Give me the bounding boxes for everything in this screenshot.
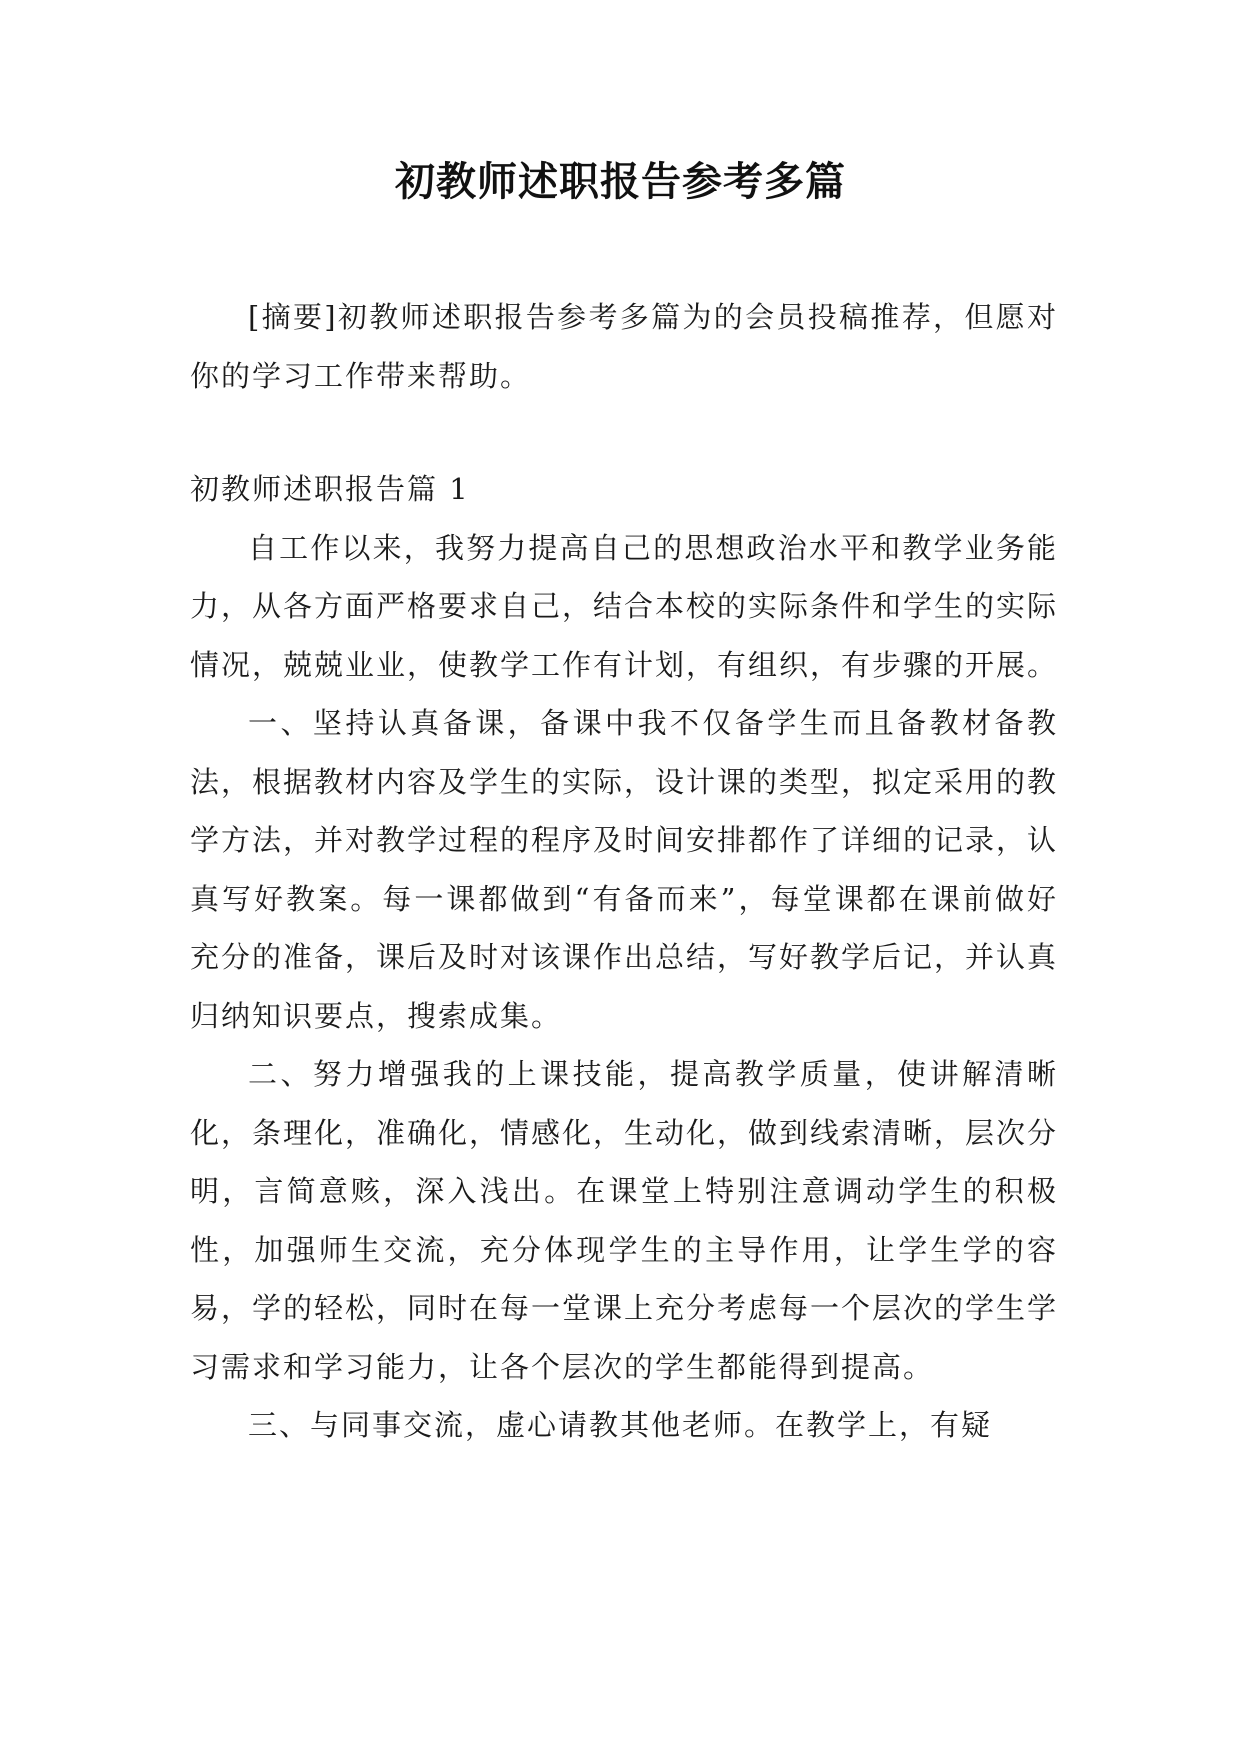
document-title: 初教师述职报告参考多篇 (395, 158, 846, 205)
abstract-block (190, 288, 1058, 405)
body-paragraph-4: 三、与同事交流，虚心请教其他老师。在教学上，有疑 (248, 1408, 993, 1442)
body-paragraph-2: 一、坚持认真备课，备课中我不仅备学生而且备教材备教法，根据教材内容及学生的实际，设计课的类型，拟定采用的教学方法，并对教学过程的程序及时间安排都作了详细的记录，认真写好教案。每一课都做到“有备而来”，每堂课都在课前做好充分的准备，课后及时对该课作出总结，写好教学后记，并认真归纳知识要点，搜索成集。 (190, 706, 1059, 1033)
abstract-paragraph: [摘要]初教师述职报告参考多篇为的会员投稿推荐，但愿对你的学习工作带来帮助。 (190, 300, 1058, 393)
body-paragraph-1: 自工作以来，我努力提高自己的思想政治水平和教学业务能力，从各方面严格要求自己，结合本校的实际条件和学生的实际情况，兢兢业业，使教学工作有计划，有组织，有步骤的开展。 (190, 530, 1059, 682)
section-heading: 初教师述职报告篇 1 (190, 472, 470, 506)
section-block (190, 460, 1058, 1455)
body-paragraph-3: 二、努力增强我的上课技能，提高教学质量，使讲解清晰化，条理化，准确化，情感化，生动化，做到线索清晰，层次分明，言简意赅，深入浅出。在课堂上特别注意调动学生的积极性，加强师生交流，充分体现学生的主导作用，让学生学的容易，学的轻松，同时在每一堂课上充分考虑每一个层次的学生学习需求和学习能力，让各个层次的学生都能得到提高。 (190, 1057, 1059, 1384)
